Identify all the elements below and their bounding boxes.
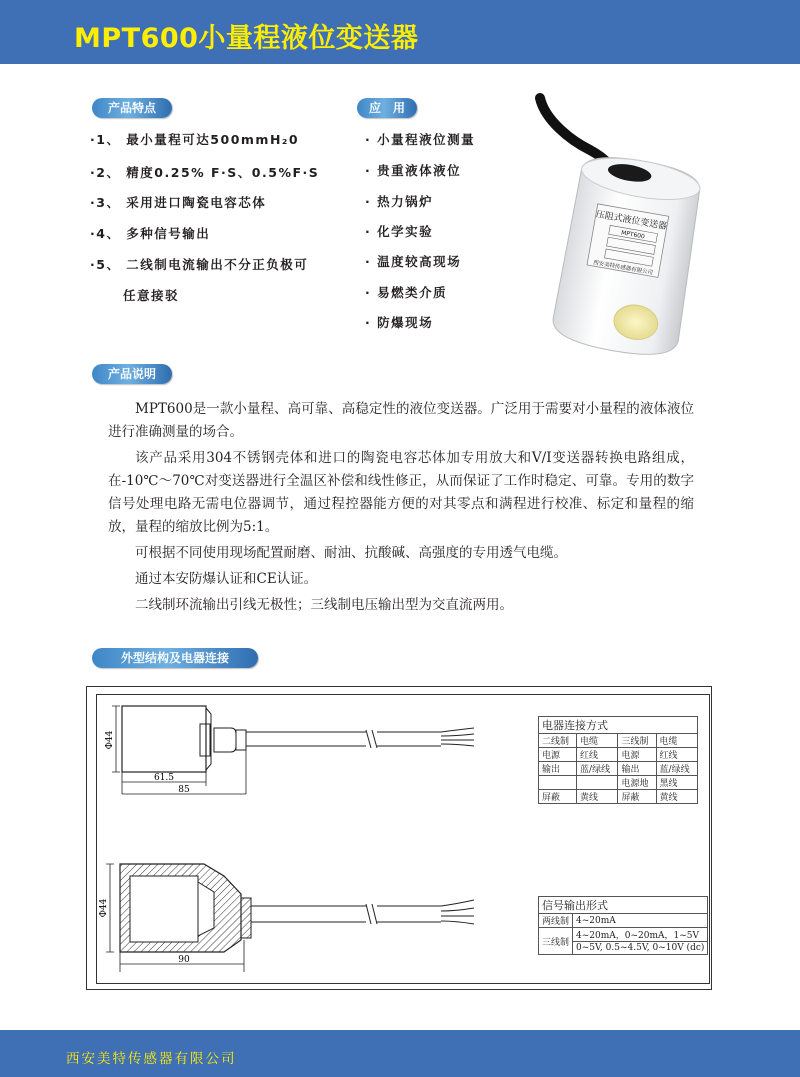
table-cell: 屏蔽 bbox=[618, 790, 656, 804]
feature-item: ·1、 最小量程可达500mmH₂0 bbox=[90, 132, 300, 147]
description-paragraph: MPT600是一款小量程、高可靠、高稳定性的液位变送器。广泛用于需要对小量程的液体液位进行准确测量的场合。 bbox=[108, 401, 694, 440]
dimension-label: Φ44 bbox=[105, 730, 115, 750]
feature-item: ·2、 精度0.25% F·S、0.5%F·S bbox=[90, 165, 320, 180]
table-cell: 二线制 bbox=[539, 734, 577, 748]
table-cell: 黑线 bbox=[656, 776, 697, 790]
applications-section-label: 应 用 bbox=[357, 98, 417, 118]
company-name: 西安美特传感器有限公司 bbox=[66, 1051, 237, 1067]
structure-section-label: 外型结构及电器连接 bbox=[92, 648, 258, 668]
feature-item-continued: 任意接驳 bbox=[123, 288, 180, 303]
table-cell: 输出 bbox=[539, 762, 577, 776]
table-cell: 4~20mA bbox=[573, 914, 708, 928]
table-cell: 三线制 bbox=[618, 734, 656, 748]
page-title: MPT600小量程液位变送器 bbox=[74, 23, 419, 54]
table-cell: 屏蔽 bbox=[539, 790, 577, 804]
feature-item: ·5、 二线制电流输出不分正负极可 bbox=[90, 257, 309, 272]
table-cell: 0~5V, 0.5~4.5V, 0~10V (dc) bbox=[573, 942, 708, 955]
housing-outline bbox=[122, 706, 206, 772]
table-cell: 黄线 bbox=[656, 790, 697, 804]
description-paragraph: 可根据不同使用现场配置耐磨、耐油、抗酸碱、高强度的专用透气电缆。 bbox=[135, 545, 567, 561]
table-row bbox=[539, 914, 708, 928]
table-row bbox=[539, 928, 708, 942]
table-cell: 红线 bbox=[656, 748, 697, 762]
table-cell: 电缆 bbox=[656, 734, 697, 748]
description-paragraph: 通过本安防爆认证和CE认证。 bbox=[135, 571, 318, 587]
description-paragraph: 该产品采用304不锈钢壳体和进口的陶瓷电容芯体加专用放大和V/I变送器转换电路组成， 在-10℃～70℃对变送器进行全温区补偿和线性修正，从而保证了工作时稳定、可靠。专用的数字信号处理电路无需电位器调节，通过程控器能方便的对其零点和满程进行校准、标定和量程的缩放，量程的缩放比例为5:1。 bbox=[108, 450, 694, 535]
table-cell bbox=[539, 776, 577, 790]
dimension-label: 61.5 bbox=[153, 773, 175, 783]
description-section-label: 产品说明 bbox=[92, 364, 172, 384]
wiring-table-caption: 电器连接方式 bbox=[539, 717, 698, 734]
table-cell: 三线制 bbox=[539, 928, 573, 955]
nameplate-line1: 压阻式液位变送器 bbox=[595, 209, 668, 233]
wiring-table bbox=[538, 716, 698, 804]
application-item: · 贵重液体液位 bbox=[365, 163, 462, 178]
table-cell: 蓝/绿线 bbox=[656, 762, 697, 776]
application-item: · 防爆现场 bbox=[365, 315, 434, 330]
table-row bbox=[539, 776, 698, 790]
feature-item: ·4、 多种信号输出 bbox=[90, 226, 211, 241]
table-cell: 蓝/绿线 bbox=[577, 762, 618, 776]
application-item: · 热力锅炉 bbox=[365, 194, 434, 209]
section-drawing-bottom bbox=[96, 848, 536, 973]
signal-table bbox=[538, 896, 708, 955]
table-cell: 两线制 bbox=[539, 914, 573, 928]
table-cell: 黄线 bbox=[577, 790, 618, 804]
signal-table-caption: 信号输出形式 bbox=[539, 897, 708, 914]
nameplate-line2: MPT600 bbox=[620, 229, 646, 241]
application-item: · 化学实验 bbox=[365, 224, 434, 239]
product-photo bbox=[510, 90, 750, 360]
dimension-label: Φ44 bbox=[99, 898, 109, 918]
table-cell: 电缆 bbox=[577, 734, 618, 748]
table-cell: 输出 bbox=[618, 762, 656, 776]
table-row bbox=[539, 790, 698, 804]
description-block bbox=[108, 398, 694, 617]
table-row bbox=[539, 734, 698, 748]
feature-item: ·3、 采用进口陶瓷电容芯体 bbox=[90, 195, 267, 210]
table-cell: 电源地 bbox=[618, 776, 656, 790]
table-cell: 电源 bbox=[618, 748, 656, 762]
outline-drawing-top bbox=[96, 694, 536, 804]
description-paragraph: 二线制环流输出引线无极性；三线制电压输出型为交直流两用。 bbox=[135, 597, 513, 613]
application-item: · 易燃类介质 bbox=[365, 285, 448, 300]
application-item: · 小量程液位测量 bbox=[365, 132, 476, 147]
application-item: · 温度较高现场 bbox=[365, 254, 462, 269]
table-cell: 4~20mA，0~20mA，1~5V bbox=[573, 928, 708, 942]
table-row bbox=[539, 748, 698, 762]
dimension-label: 85 bbox=[178, 785, 190, 795]
features-section-label: 产品特点 bbox=[92, 98, 172, 118]
nameplate-line3: 西安美特传感器有限公司 bbox=[592, 260, 654, 277]
table-cell: 红线 bbox=[577, 748, 618, 762]
table-row bbox=[539, 762, 698, 776]
dimension-label: 90 bbox=[178, 955, 190, 965]
table-cell: 电源 bbox=[539, 748, 577, 762]
table-cell bbox=[577, 776, 618, 790]
